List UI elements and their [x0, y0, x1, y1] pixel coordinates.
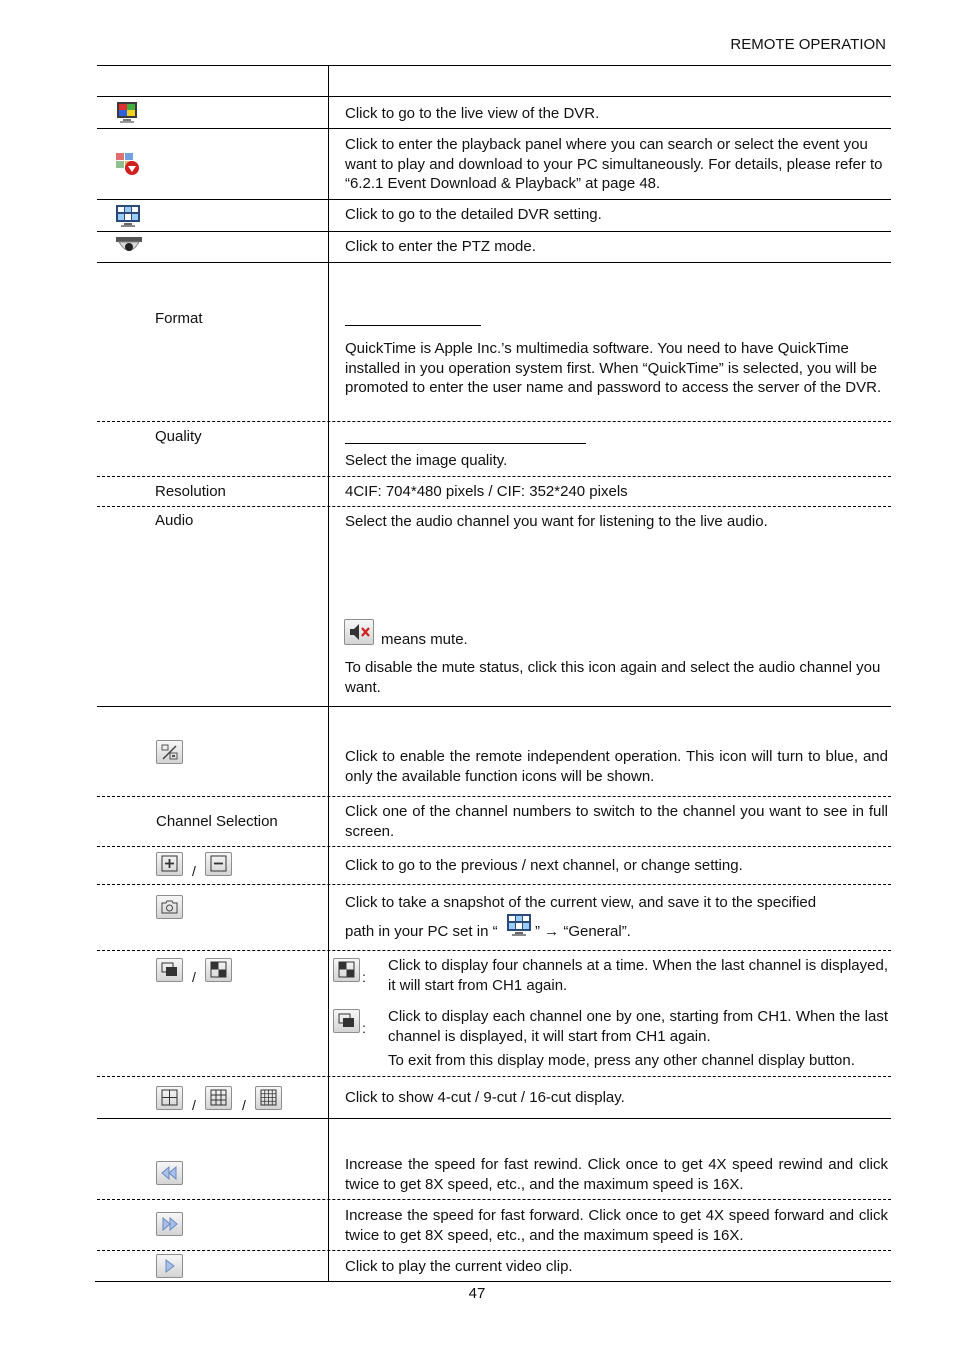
format-description: QuickTime is Apple Inc.’s multimedia software. You need to have QuickTime installed in you operation system first. When “QuickTime” is selected, you will be promoted to enter the user name and password to access the server of the DVR.	[345, 340, 882, 396]
page-number: 47	[468, 1285, 486, 1302]
row-divider	[97, 262, 891, 263]
mute-text: means mute.	[381, 631, 468, 648]
row-divider	[97, 128, 891, 129]
row-divider	[97, 199, 891, 200]
sequence-exit-description: To exit from this display mode, press any other channel display button.	[388, 1052, 855, 1069]
row-divider	[97, 231, 891, 232]
mute-icon[interactable]	[344, 619, 374, 645]
row-divider	[97, 1250, 891, 1251]
icon-separator: /	[192, 969, 196, 985]
setting-description: Click to go to the detailed DVR setting.	[345, 206, 602, 223]
row-divider	[97, 421, 891, 422]
snapshot-description-line1: Click to take a snapshot of the current view, and save it to the specified	[345, 894, 817, 911]
quad-icon	[333, 958, 360, 982]
minus-icon[interactable]	[205, 852, 232, 876]
playback-description: Click to enter the playback panel where you can search or select the event you want to play and download to your PC simultaneously. For details, please refer to “6.2.1 Event Download & Playback” at page 48.	[345, 136, 883, 192]
row-divider	[97, 1076, 891, 1077]
colon: :	[362, 1020, 366, 1036]
snapshot-icon[interactable]	[156, 895, 183, 919]
sixteen-cut-icon[interactable]	[255, 1086, 282, 1110]
row-divider	[97, 476, 891, 477]
audio-label: Audio	[155, 512, 194, 529]
ptz-camera-icon[interactable]	[115, 235, 142, 259]
row-divider	[97, 884, 891, 885]
row-divider	[97, 1118, 891, 1119]
quad-description: Click to display four channels at a time. When the last channel is displayed, it will start from CH1 again.	[388, 957, 888, 994]
resolution-label: Resolution	[155, 483, 226, 500]
format-underline	[345, 325, 481, 326]
row-divider	[97, 846, 891, 847]
quality-underline	[345, 443, 586, 444]
running-header: REMOTE OPERATION	[730, 36, 886, 53]
table-column-divider	[328, 66, 329, 1281]
plus-icon[interactable]	[156, 852, 183, 876]
setting-icon[interactable]	[115, 204, 142, 228]
live-view-icon[interactable]	[115, 101, 142, 125]
icon-separator: /	[192, 863, 196, 879]
table-header-border	[97, 96, 891, 97]
fast-rewind-description: Increase the speed for fast rewind. Click once to get 4X speed rewind and click twice to get 8X speed, etc., and the maximum speed is 16X.	[345, 1156, 888, 1193]
remote-operation-icon[interactable]	[156, 740, 183, 764]
quality-description: Select the image quality.	[345, 452, 508, 469]
ptz-description: Click to enter the PTZ mode.	[345, 238, 536, 255]
sequence-icon[interactable]	[156, 958, 183, 982]
row-divider	[97, 1199, 891, 1200]
channel-selection-description: Click one of the channel numbers to switch to the channel you want to see in full screen.	[345, 803, 888, 840]
remote-operation-description: Click to enable the remote independent operation. This icon will turn to blue, and only the available function icons will be shown.	[345, 748, 888, 785]
table-bottom-border	[95, 1281, 891, 1282]
sequence-icon	[333, 1009, 360, 1033]
row-divider	[97, 796, 891, 797]
fast-forward-description: Increase the speed for fast forward. Click once to get 4X speed forward and click twice to get 8X speed, etc., and the maximum speed is 16X.	[345, 1207, 888, 1244]
icon-separator: /	[192, 1097, 196, 1113]
format-label: Format	[155, 310, 203, 327]
fast-forward-icon[interactable]	[156, 1212, 183, 1236]
resolution-description: 4CIF: 704*480 pixels / CIF: 352*240 pixels	[345, 483, 628, 500]
playback-icon[interactable]	[115, 152, 142, 176]
colon: :	[362, 969, 366, 985]
row-divider	[97, 506, 891, 507]
nine-cut-icon[interactable]	[205, 1086, 232, 1110]
snapshot-description-prefix: path in your PC set in “	[345, 923, 498, 940]
snapshot-description-suffix: ” → “General”.	[535, 923, 631, 940]
live-view-description: Click to go to the live view of the DVR.	[345, 105, 600, 122]
play-icon[interactable]	[156, 1254, 183, 1278]
setting-icon	[506, 913, 535, 937]
icon-separator: /	[242, 1097, 246, 1113]
audio-unmute-description: To disable the mute status, click this icon again and select the audio channel you want.	[345, 659, 881, 696]
sequence-description: Click to display each channel one by one, starting from CH1. When the last channel is displayed, it will start from CH1 again.	[388, 1008, 888, 1045]
table-top-border	[97, 65, 891, 66]
row-divider	[97, 950, 891, 951]
cuts-description: Click to show 4-cut / 9-cut / 16-cut display.	[345, 1089, 625, 1106]
prev-next-description: Click to go to the previous / next channel, or change setting.	[345, 857, 743, 874]
row-divider	[97, 706, 891, 707]
four-cut-icon[interactable]	[156, 1086, 183, 1110]
quality-label: Quality	[155, 428, 202, 445]
quad-icon[interactable]	[205, 958, 232, 982]
channel-selection-label: Channel Selection	[156, 813, 278, 830]
audio-description: Select the audio channel you want for listening to the live audio.	[345, 513, 768, 530]
play-description: Click to play the current video clip.	[345, 1258, 573, 1275]
fast-rewind-icon[interactable]	[156, 1161, 183, 1185]
